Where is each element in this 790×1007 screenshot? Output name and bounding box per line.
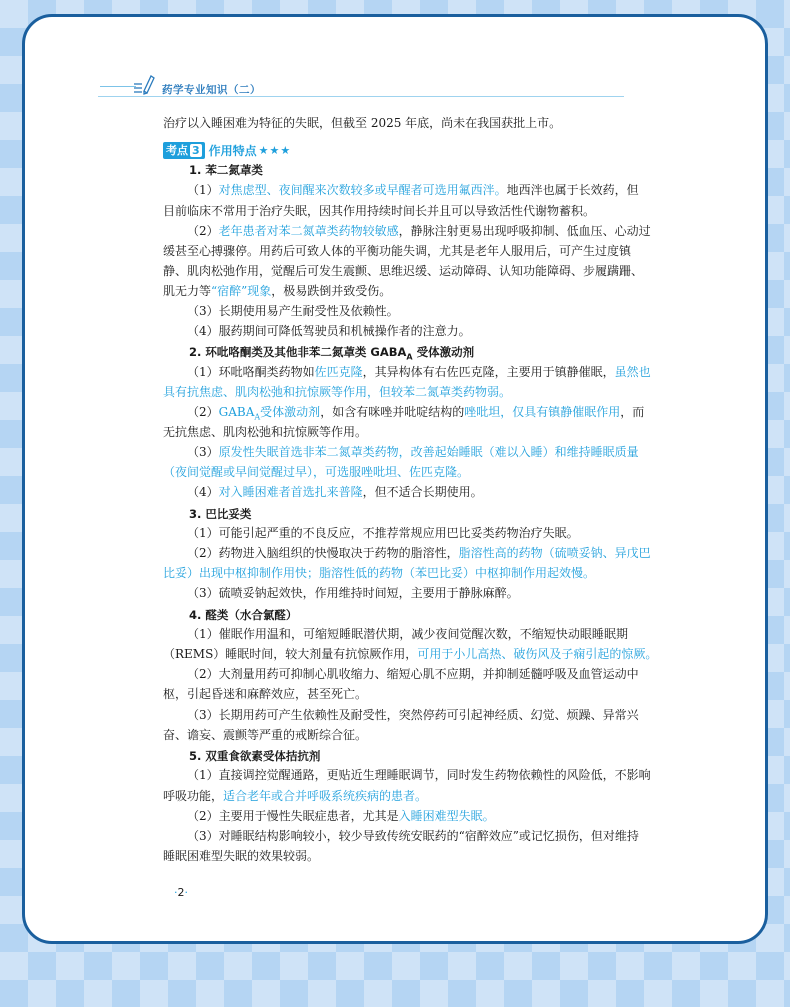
header-dash xyxy=(100,86,136,87)
highlight: 适合老年或合并呼吸系统疾病的患者。 xyxy=(223,789,428,803)
s4-item2-line1: （2）大剂量用药可抑制心肌收缩力、缩短心肌不应期，并抑制延髓呼吸及血管运动中 xyxy=(187,667,639,681)
highlight: “宿醉”现象 xyxy=(211,284,272,298)
text: 受体激动剂 xyxy=(412,345,475,359)
s4-item2-line2: 枢，引起昏迷和麻醉效应，甚至死亡。 xyxy=(163,687,368,701)
section-1-title: 1. 苯二氮䓬类 xyxy=(189,163,263,177)
s2-item4 xyxy=(163,482,628,503)
highlight: 对焦虑型、夜间醒来次数较多或早醒者可选用氟西泮。 xyxy=(218,183,507,197)
section-2-title xyxy=(189,344,474,361)
s5-item1-line1: （1）直接调控觉醒通路，更贴近生理睡眠调节，同时发生药物依赖性的风险低，不影响 xyxy=(187,768,651,782)
s1-item2-line3: 静、肌肉松弛作用，觉醒后可发生震颤、思维迟缓、运动障碍、认知功能障碍、步履蹒跚、 xyxy=(163,264,644,278)
s5-item2 xyxy=(163,806,628,827)
item-number: （4） xyxy=(187,485,219,499)
item-number: （2） xyxy=(187,224,219,238)
kaodian-number: 3 xyxy=(192,143,200,157)
intro-text: 治疗以入睡困难为特征的失眠，但截至 2025 年底，尚未在我国获批上市。 xyxy=(163,116,562,130)
text: （1）环吡咯酮类药物如 xyxy=(187,365,315,379)
s1-item3: （3）长期使用易产生耐受性及依赖性。 xyxy=(187,304,399,318)
page-number-value: 2 xyxy=(177,886,185,899)
item-number: （1） xyxy=(187,183,219,197)
s2-item3-line2: （夜间觉醒或早间觉醒过早），可选服唑吡坦、佐匹克隆。 xyxy=(163,465,470,479)
s1-item1-line1 xyxy=(163,180,639,201)
s3-item1: （1）可能引起严重的不良反应，不推荐常规应用巴比妥类药物治疗失眠。 xyxy=(187,526,579,540)
pencil-notes-icon xyxy=(132,70,156,96)
item-number: （3） xyxy=(187,445,219,459)
section-4-title: 4. 醛类（水合氯醛） xyxy=(189,608,298,622)
text: 2. 环吡咯酮类及其他非苯二氮䓬类 GABA xyxy=(189,345,407,359)
s3-item2-line2: 比妥）出现中枢抑制作用快；脂溶性低的药物（苯巴比妥）中枢抑制作用起效慢。 xyxy=(163,566,596,580)
page-header xyxy=(0,0,790,110)
text: ，如含有咪唑并吡啶结构的 xyxy=(320,405,465,419)
text: （2）药物进入脑组织的快慢取决于药物的脂溶性， xyxy=(187,546,459,560)
highlight: 佐匹克隆 xyxy=(314,365,363,379)
highlight: 唑吡坦，仅具有镇静催眠作用 xyxy=(464,405,621,419)
highlight: 老年患者对苯二氮䓬类药物较敏感 xyxy=(218,224,399,238)
text: ，而 xyxy=(620,405,645,419)
kaodian-badge xyxy=(163,142,205,159)
text: 地西泮也属于长效药，但 xyxy=(506,183,639,197)
header-divider xyxy=(98,96,624,97)
highlight: 脂溶性高的药物（硫喷妥钠、异戊巴 xyxy=(458,546,651,560)
highlight: 受体激动剂 xyxy=(260,405,321,419)
text: （2）主要用于慢性失眠症患者，尤其是 xyxy=(187,809,399,823)
highlight: 可用于小儿高热、破伤风及子痫引起的惊厥。 xyxy=(417,647,658,661)
kaodian-title: 作用特点 xyxy=(208,143,257,158)
highlight: GABA xyxy=(218,405,255,419)
text: 肌无力等 xyxy=(163,284,212,298)
s4-item1-line1: （1）催眠作用温和，可缩短睡眠潜伏期，减少夜间觉醒次数，不缩短快动眼睡眠期 xyxy=(187,627,628,641)
s5-item3-line1: （3）对睡眠结构影响较小，较少导致传统安眠药的“宿醉效应”或记忆损伤，但对维持 xyxy=(187,829,639,843)
highlight: 虽然也 xyxy=(614,365,651,379)
s2-item2-line2: 无抗焦虑、肌肉松弛和抗惊厥等作用。 xyxy=(163,425,368,439)
s5-item3-line2: 睡眠困难型失眠的效果较弱。 xyxy=(163,849,320,863)
highlight: 原发性失眠首选非苯二氮䓬类药物，改善起始睡眠（难以入睡）和维持睡眠质量 xyxy=(218,445,639,459)
text: （REMS）睡眠时间，较大剂量有抗惊厥作用， xyxy=(163,647,418,661)
section-3-title: 3. 巴比妥类 xyxy=(189,507,252,521)
s5-item1-line2 xyxy=(163,786,628,807)
s3-item3: （3）硫喷妥钠起效快，作用维持时间短，主要用于静脉麻醉。 xyxy=(187,586,519,600)
kaodian-label: 考点 xyxy=(166,144,188,157)
s4-item1-line2 xyxy=(163,644,658,665)
kaodian-heading xyxy=(163,142,291,158)
s1-item2-line2: 缓甚至心搏骤停。用药后可致人体的平衡功能失调，尤其是老年人服用后，可产生过度镇 xyxy=(163,244,632,258)
s4-item3-line1: （3）长期用药可产生依赖性及耐受性，突然停药可引起神经质、幻觉、烦躁、异常兴 xyxy=(187,708,639,722)
page-number: ·2· xyxy=(174,886,188,899)
importance-stars: ★★★ xyxy=(258,143,292,157)
item-number: （2） xyxy=(187,405,219,419)
header-title: 药学专业知识（二） xyxy=(162,84,261,96)
highlight: 入睡困难型失眠。 xyxy=(398,809,495,823)
text: ，但不适合长期使用。 xyxy=(362,485,483,499)
highlight: 对入睡困难者首选扎来普隆 xyxy=(218,485,363,499)
s1-item4: （4）服药期间可降低驾驶员和机械操作者的注意力。 xyxy=(187,324,471,338)
text: ，其异构体有右佐匹克隆，主要用于镇静催眠， xyxy=(362,365,615,379)
text: ，极易跌倒并致受伤。 xyxy=(271,284,392,298)
text: 呼吸功能， xyxy=(163,789,224,803)
section-5-title: 5. 双重食欲素受体拮抗剂 xyxy=(189,749,321,763)
subscript: A xyxy=(406,352,413,362)
s2-item1-line1 xyxy=(163,362,651,383)
subscript: A xyxy=(254,412,261,422)
s1-item2-line4 xyxy=(163,281,628,302)
s1-item1-line2: 目前临床不常用于治疗失眠，因其作用持续时间长并且可以导致活性代谢物蓄积。 xyxy=(163,204,596,218)
text: ，静脉注射更易出现呼吸抑制、低血压、心动过 xyxy=(398,224,651,238)
s3-item2-line1 xyxy=(163,543,651,564)
s1-item2-line1 xyxy=(163,221,651,242)
s2-item1-line2: 具有抗焦虑、肌肉松弛和抗惊厥等作用，但较苯二氮䓬类药物弱。 xyxy=(163,385,512,399)
s4-item3-line2: 奋、谵妄、震颤等严重的戒断综合征。 xyxy=(163,728,368,742)
s2-item3-line1 xyxy=(163,442,639,463)
